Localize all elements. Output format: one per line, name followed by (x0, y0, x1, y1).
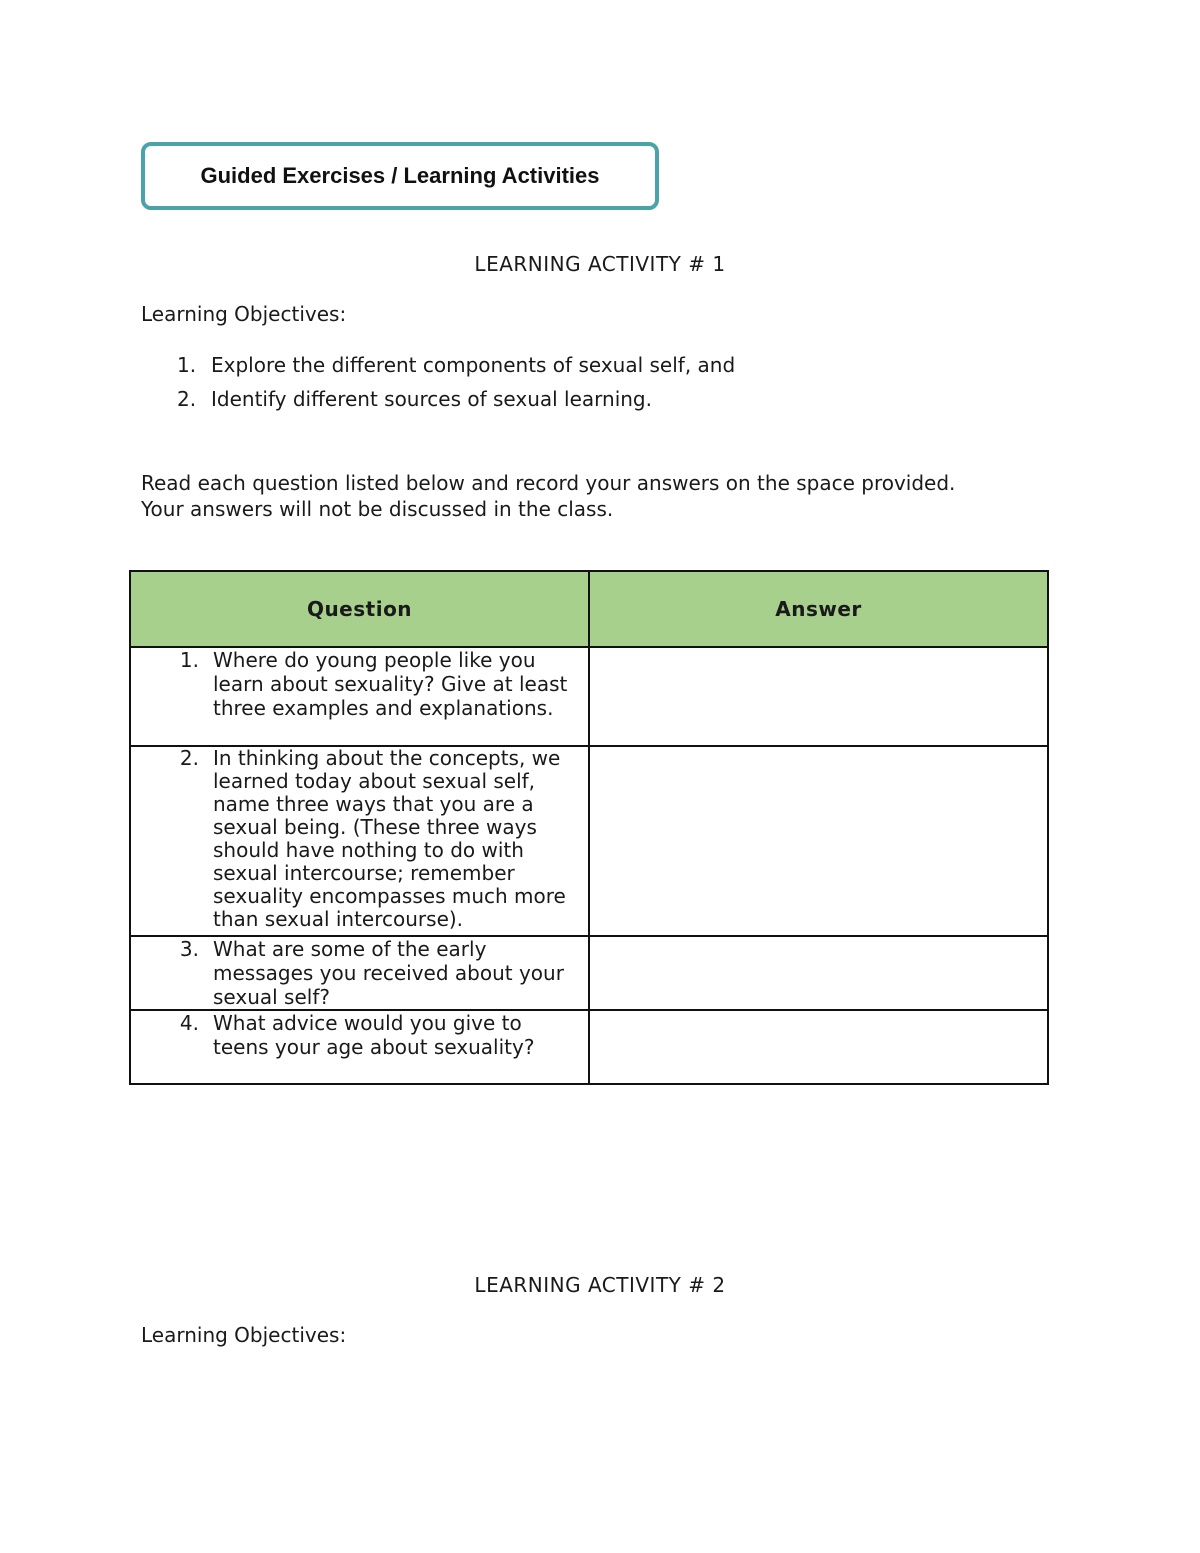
table-row (130, 1010, 1048, 1084)
section-header-title: Guided Exercises / Learning Activities (200, 163, 600, 188)
table-row (130, 936, 1048, 1010)
question-answer-table (129, 570, 1049, 1085)
answer-cell[interactable] (589, 1010, 1048, 1084)
instructions-line: Read each question listed below and record your answers on the space provided. (141, 471, 956, 495)
activity-1-instructions (141, 470, 1101, 522)
question-cell (130, 936, 589, 1010)
table-row (130, 746, 1048, 936)
objective-item (141, 352, 735, 386)
objective-text: Identify different sources of sexual learning. (211, 387, 652, 411)
instructions-line: Your answers will not be discussed in the class. (141, 497, 614, 521)
objective-number: 1. (177, 353, 197, 377)
answer-column-header: Answer (589, 571, 1048, 647)
question-cell (130, 746, 589, 936)
objective-text: Explore the different components of sexual self, and (211, 353, 736, 377)
question-text: What are some of the early messages you received about your sexual self? (213, 937, 564, 1009)
activity-1-objectives-list (141, 352, 735, 420)
question-text: What advice would you give to teens your age about sexuality? (213, 1011, 535, 1059)
activity-2-title: LEARNING ACTIVITY # 2 (474, 1273, 726, 1297)
question-text: In thinking about the concepts, we learned today about sexual self, name three ways that you are a sexual being. (These three ways should have nothing to do with sexual intercourse; remember sexuality encompasses much more than sexual intercourse). (213, 746, 566, 931)
question-column-header: Question (130, 571, 589, 647)
activity-1-title: LEARNING ACTIVITY # 1 (474, 252, 726, 276)
question-number: 1. (179, 648, 199, 672)
objective-number: 2. (177, 387, 197, 411)
question-number: 4. (179, 1011, 199, 1035)
question-cell (130, 1010, 589, 1084)
question-number: 2. (179, 746, 199, 770)
activity-1-objectives-label: Learning Objectives: (141, 302, 347, 326)
activity-2-objectives-label: Learning Objectives: (141, 1323, 347, 1347)
table-header-row (130, 571, 1048, 647)
section-header-box (141, 142, 659, 210)
answer-cell[interactable] (589, 746, 1048, 936)
question-number: 3. (179, 937, 199, 961)
answer-cell[interactable] (589, 647, 1048, 746)
table-row (130, 647, 1048, 746)
question-cell (130, 647, 589, 746)
objective-item (141, 386, 735, 420)
question-text: Where do young people like you learn about sexuality? Give at least three examples and explanations. (213, 648, 568, 720)
answer-cell[interactable] (589, 936, 1048, 1010)
